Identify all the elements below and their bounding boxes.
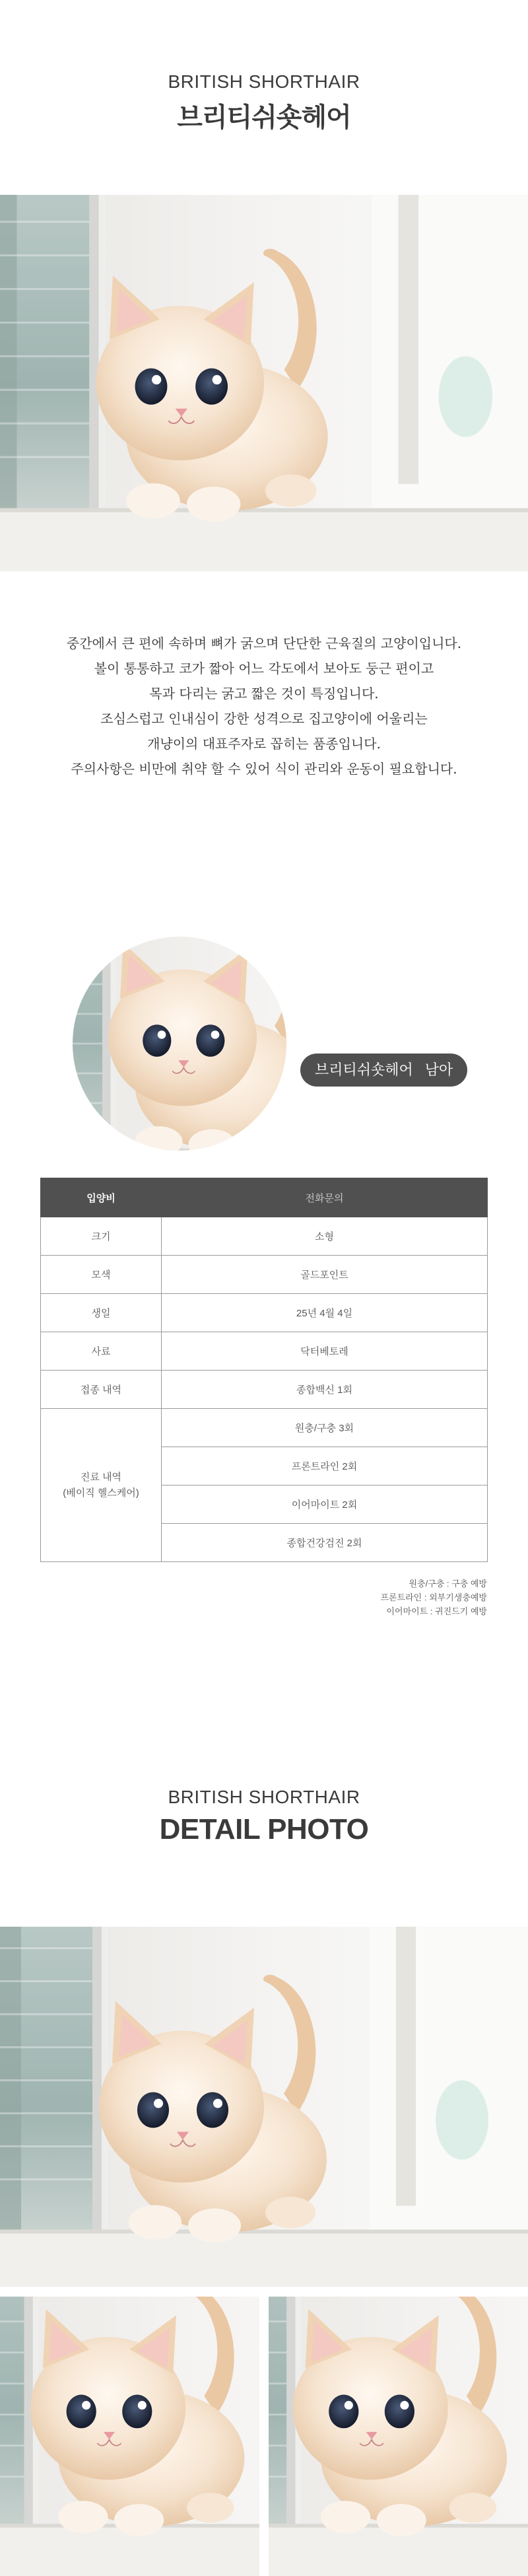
table-row (41, 1332, 488, 1371)
row-label: 크기 (41, 1217, 162, 1256)
description-line: 볼이 통통하고 코가 짧아 어느 각도에서 보아도 둥근 편이고 (94, 661, 434, 676)
row-value: 종합백신 1회 (162, 1371, 488, 1409)
hero-kitten-photo (0, 195, 528, 571)
table-row (41, 1409, 488, 1447)
medical-label-line: (베이직 헬스케어) (63, 1487, 139, 1499)
name-badge (300, 1054, 467, 1087)
row-value: 골드포인트 (162, 1256, 488, 1294)
description-line: 중간에서 큰 편에 속하며 뼈가 굵으며 단단한 근육질의 고양이입니다. (66, 635, 462, 651)
detail-title: DETAIL PHOTO (159, 1813, 369, 1845)
gender-label: 남아 (424, 1061, 453, 1078)
description-line: 조심스럽고 인내심이 강한 성격으로 집고양이에 어울리는 (100, 711, 428, 727)
row-value: 닥터베토레 (162, 1332, 488, 1371)
medical-value: 이어마이트 2회 (162, 1485, 488, 1524)
table-row (41, 1256, 488, 1294)
row-value: 소형 (162, 1217, 488, 1256)
medical-label-line: 진료 내역 (80, 1471, 122, 1483)
info-table (40, 1178, 488, 1562)
profile-photo (73, 937, 286, 1151)
breed-name: 브리티쉬숏헤어 (315, 1061, 413, 1078)
row-value: 25년 4월 4일 (162, 1294, 488, 1332)
table-row (41, 1294, 488, 1332)
description-line: 주의사항은 비만에 취약 할 수 있어 식이 관리와 운동이 필요합니다. (71, 761, 457, 777)
table-header-label: 입양비 (41, 1178, 162, 1217)
medical-value: 종합건강검진 2회 (162, 1524, 488, 1562)
page-title: 브리티쉬숏헤어 (177, 103, 351, 132)
footnote: 프론트라인 : 외부기생충예방 (380, 1592, 487, 1602)
description-line: 개냥이의 대표주자로 꼽히는 품종입니다. (147, 736, 381, 752)
footnote: 이어마이트 : 귀진드기 예방 (386, 1606, 487, 1616)
detail-photo-large (0, 1927, 528, 2287)
row-label: 모색 (41, 1256, 162, 1294)
header-eyebrow: BRITISH SHORTHAIR (168, 71, 360, 92)
medical-value: 원충/구충 3회 (162, 1409, 488, 1447)
row-label: 접종 내역 (41, 1371, 162, 1409)
table-row (41, 1371, 488, 1409)
detail-eyebrow: BRITISH SHORTHAIR (168, 1787, 360, 1807)
table-row (41, 1217, 488, 1256)
table-header-row (41, 1178, 488, 1217)
description-line: 목과 다리는 굵고 짧은 것이 특징입니다. (149, 686, 379, 701)
medical-value: 프론트라인 2회 (162, 1447, 488, 1485)
footnote: 원충/구충 : 구충 예방 (409, 1579, 487, 1589)
row-label: 생일 (41, 1294, 162, 1332)
breed-description (0, 631, 528, 781)
footnotes (380, 1577, 487, 1618)
detail-photo-left (0, 2297, 259, 2576)
detail-photo-right (269, 2297, 528, 2576)
row-label: 사료 (41, 1332, 162, 1371)
table-header-value: 전화문의 (162, 1178, 488, 1217)
medical-label (41, 1409, 162, 1562)
